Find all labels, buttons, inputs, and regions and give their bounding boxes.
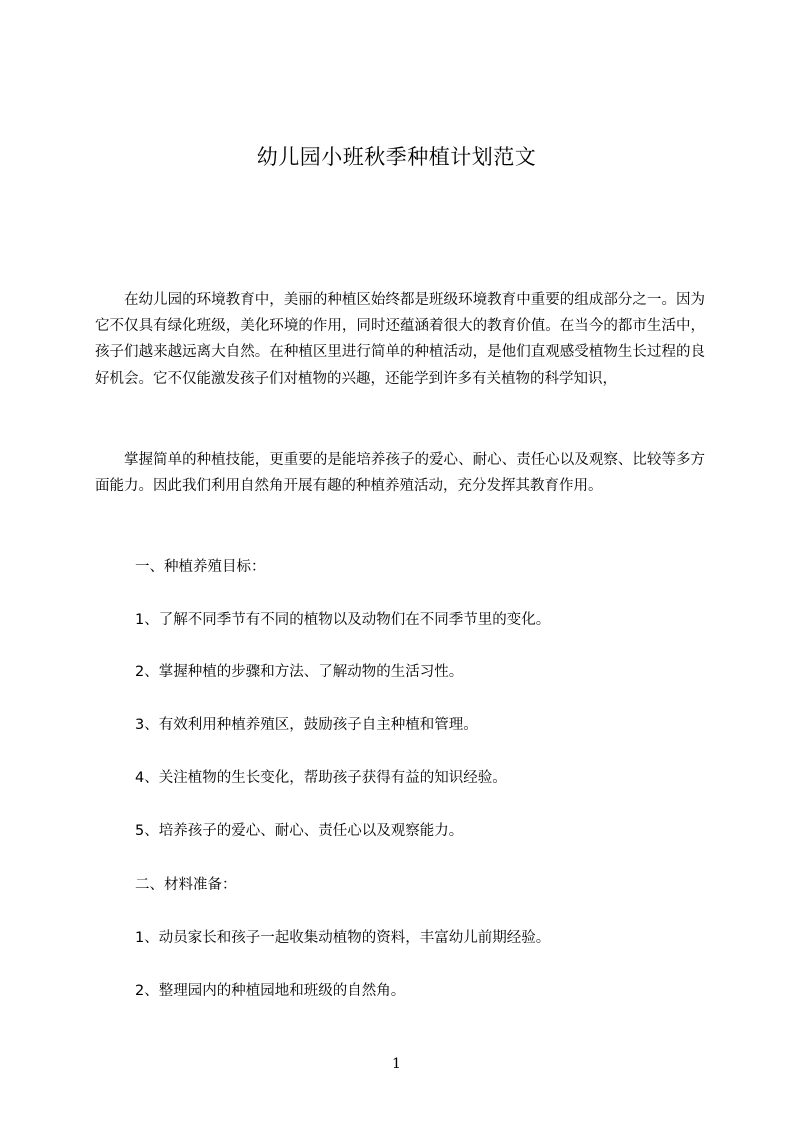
skills-paragraph: 掌握简单的种植技能，更重要的是能培养孩子的爱心、耐心、责任心以及观察、比较等多方面能力。因此我们利用自然角开展有趣的种植养殖活动，充分发挥其教育作用。 [95,452,705,495]
section-heading-goals: 一、种植养殖目标： [135,559,266,575]
section-heading-materials: 二、材料准备： [135,877,237,893]
material-item: 1、动员家长和孩子一起收集动植物的资料，丰富幼儿前期经验。 [135,930,551,946]
intro-paragraph: 在幼儿园的环境教育中，美丽的种植区始终都是班级环境教育中重要的组成部分之一。因为它不仅具有绿化班级，美化环境的作用，同时还蕴涵着很大的教育价值。在当今的都市生活中，孩子们越来越远离大自然。在种植区里进行简单的种植活动，是他们直观感受植物生长过程的良好机会。它不仅能激发孩子们对植物的兴趣，还能学到许多有关植物的科学知识， [95,292,705,387]
goal-item: 4、关注植物的生长变化，帮助孩子获得有益的知识经验。 [135,770,507,786]
goal-item: 3、有效利用种植养殖区，鼓励孩子自主种植和管理。 [135,717,478,733]
page-number: 1 [392,1056,401,1072]
document-title: 幼儿园小班秋季种植计划范文 [256,145,537,169]
material-item: 2、整理园内的种植园地和班级的自然角。 [135,983,406,999]
goal-item: 5、培养孩子的爱心、耐心、责任心以及观察能力。 [135,823,464,839]
goal-item: 2、掌握种植的步骤和方法、了解动物的生活习性。 [135,664,464,680]
goal-item: 1、了解不同季节有不同的植物以及动物们在不同季节里的变化。 [135,612,551,628]
